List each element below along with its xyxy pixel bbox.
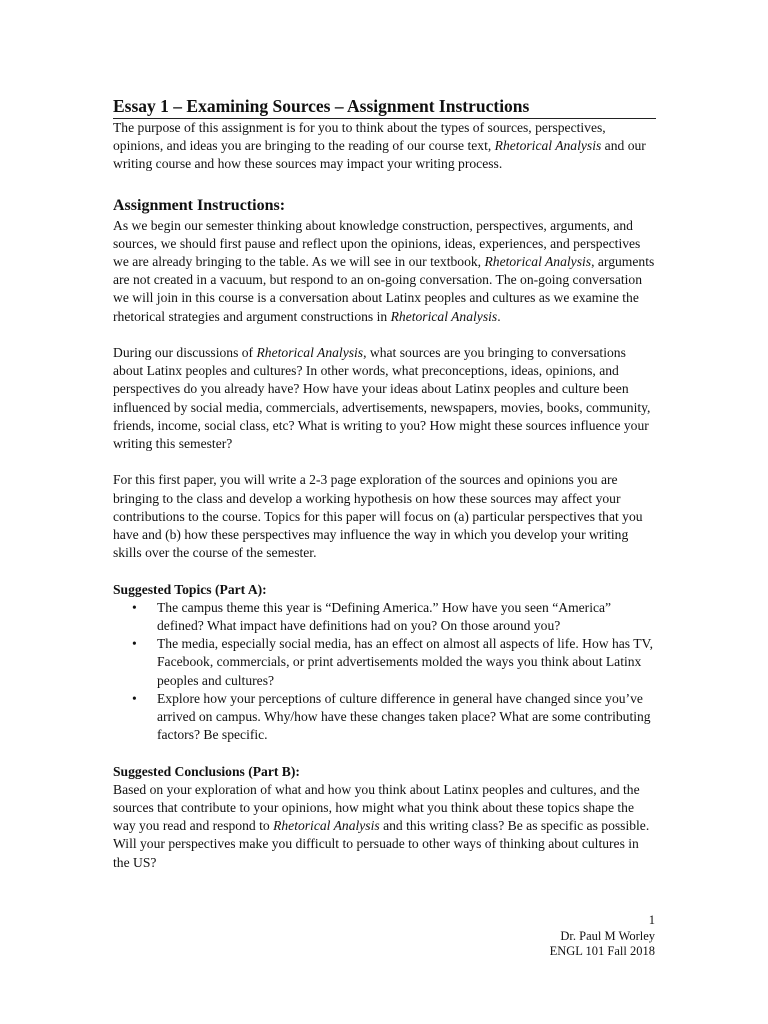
- book-title: Rhetorical Analysis: [273, 818, 380, 834]
- intro-paragraph: [113, 119, 656, 174]
- conclusions-paragraph: [113, 781, 656, 872]
- p1-text-2: , arguments are not created in a vacuum, but respond to an on-going conversation. The on-going conversation we will join in this course is a conversation about Latinx peoples and cultures as we examine the rhetorical strategies and argument constructions in: [113, 254, 655, 324]
- page-footer: [550, 913, 655, 960]
- book-title: Rhetorical Analysis: [256, 345, 364, 361]
- book-title: Rhetorical Analysis: [484, 254, 592, 270]
- list-item: [113, 599, 656, 635]
- list-item: [113, 635, 656, 690]
- bullet: •: [132, 636, 137, 652]
- conclusions-heading: Suggested Conclusions (Part B):: [113, 763, 300, 779]
- page-title: Essay 1 – Examining Sources – Assignment Instructions: [113, 95, 656, 119]
- topic-text: The campus theme this year is “Defining America.” How have you seen “America” defined? What impact have definitions had on you? On those around you?: [157, 599, 612, 634]
- topics-heading: Suggested Topics (Part A):: [113, 581, 267, 597]
- book-title: Rhetorical Analysis: [390, 308, 498, 324]
- p2-text-1: During our discussions of: [113, 345, 257, 361]
- topic-text: The media, especially social media, has an effect on almost all aspects of life. How has TV, Facebook, commercials, or print advertisements molded the ways you think about Latinx peoples and cultures?: [157, 636, 654, 688]
- footer-author: Dr. Paul M Worley: [560, 928, 655, 943]
- p2-text-2: , what sources are you bringing to conversations about Latinx peoples and cultures? In other words, what preconceptions, ideas, opinions, and perspectives do you already have? How have your ideas about Latinx peoples and culture been influenced by social media, commercials, advertisements, newspapers, movies, books, community, friends, income, social class, etc? What is writing to you? How might these sources influence your writing this semester?: [113, 345, 651, 452]
- page-number: 1: [648, 913, 655, 927]
- instructions-paragraph-3: For this first paper, you will write a 2-3 page exploration of the sources and opinions you are bringing to the class and develop a working hypothesis on how these sources may affect your contributions to the course. Topics for this paper will focus on (a) particular perspectives that you have and (b) how these perspectives may influence the way in which you develop your writing skills over the course of the semester.: [113, 472, 643, 561]
- p1-text-1: As we begin our semester thinking about knowledge construction, perspectives, arguments, and sources, we should first pause and reflect upon the opinions, ideas, experiences, and perspectives we are already bringing to the table. As we will see in our textbook,: [113, 217, 641, 270]
- bullet: •: [132, 690, 137, 706]
- list-item: [113, 690, 656, 745]
- conclusions-text-2: and this writing class? Be as specific as possible. Will your perspectives make you difficult to persuade to other ways of thinking about cultures in the US?: [113, 818, 650, 870]
- instructions-heading: Assignment Instructions:: [113, 196, 286, 214]
- intro-text-1: The purpose of this assignment is for you to think about the types of sources, perspectives, opinions, and ideas you are bringing to the reading of our course text,: [113, 120, 606, 154]
- instructions-paragraph-1: [113, 217, 656, 326]
- topic-text: Explore how your perceptions of culture difference in general have changed since you’ve arrived on campus. Why/how have these changes taken place? What are some contributing factors? Be specific.: [157, 690, 651, 743]
- intro-text-2: and our writing course and how these sources may impact your writing process.: [113, 138, 646, 172]
- conclusions-text-1: Based on your exploration of what and how you think about Latinx peoples and cultures, and the sources that contribute to your opinions, how might what you think about these topics shape the way you read and respond to: [113, 781, 640, 834]
- instructions-paragraph-2: [113, 344, 656, 453]
- document-page: [113, 95, 656, 872]
- book-title: Rhetorical Analysis: [494, 138, 602, 154]
- p1-text-3: .: [497, 308, 501, 324]
- bullet: •: [132, 599, 137, 615]
- footer-course: ENGL 101 Fall 2018: [549, 944, 655, 958]
- topics-list: [113, 599, 656, 745]
